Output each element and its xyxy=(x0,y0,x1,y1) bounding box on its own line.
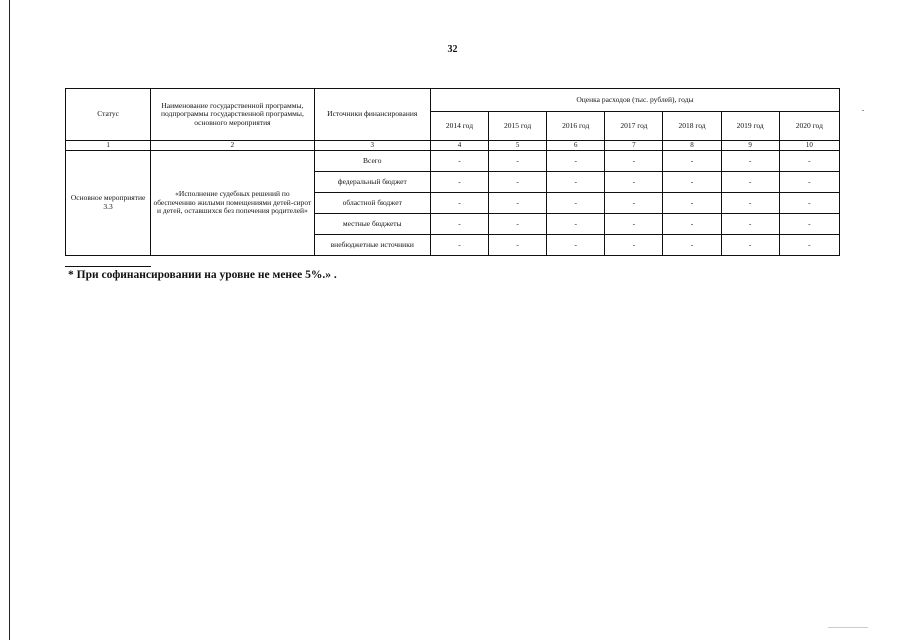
scan-margin-line xyxy=(9,0,10,640)
value-cell: - xyxy=(721,214,779,235)
table-row xyxy=(66,151,840,172)
value-cell: - xyxy=(430,172,488,193)
source-cell: областной бюджет xyxy=(314,193,430,214)
value-cell: - xyxy=(721,235,779,256)
header-sources: Источники финансирования xyxy=(314,89,430,141)
value-cell: - xyxy=(430,193,488,214)
value-cell: - xyxy=(663,151,721,172)
column-number: 10 xyxy=(779,141,839,151)
value-cell: - xyxy=(605,193,663,214)
value-cell: - xyxy=(547,193,605,214)
value-cell: - xyxy=(779,151,839,172)
value-cell: - xyxy=(547,172,605,193)
header-year: 2017 год xyxy=(605,112,663,141)
value-cell: - xyxy=(721,172,779,193)
header-year: 2015 год xyxy=(489,112,547,141)
header-estimate: Оценка расходов (тыс. рублей), годы xyxy=(430,89,839,112)
source-cell: федеральный бюджет xyxy=(314,172,430,193)
value-cell: - xyxy=(547,214,605,235)
value-cell: - xyxy=(489,151,547,172)
column-number: 6 xyxy=(547,141,605,151)
value-cell: - xyxy=(721,151,779,172)
value-cell: - xyxy=(779,214,839,235)
source-cell: местные бюджеты xyxy=(314,214,430,235)
value-cell: - xyxy=(721,193,779,214)
header-year: 2018 год xyxy=(663,112,721,141)
value-cell: - xyxy=(430,151,488,172)
column-number: 4 xyxy=(430,141,488,151)
value-cell: - xyxy=(547,151,605,172)
column-number: 2 xyxy=(151,141,314,151)
header-year: 2016 год xyxy=(547,112,605,141)
value-cell: - xyxy=(489,235,547,256)
footnote: * При софинансировании на уровне не менее 5%.» . xyxy=(68,269,337,281)
header-year: 2014 год xyxy=(430,112,488,141)
value-cell: - xyxy=(663,214,721,235)
column-number: 1 xyxy=(66,141,151,151)
value-cell: - xyxy=(605,235,663,256)
value-cell: - xyxy=(605,172,663,193)
column-number: 8 xyxy=(663,141,721,151)
status-cell: Основное мероприятие 3.3 xyxy=(66,151,151,256)
value-cell: - xyxy=(605,151,663,172)
column-number: 9 xyxy=(721,141,779,151)
value-cell: - xyxy=(663,235,721,256)
value-cell: - xyxy=(779,235,839,256)
value-cell: - xyxy=(489,193,547,214)
column-number: 5 xyxy=(489,141,547,151)
source-cell: внебюджетные источники xyxy=(314,235,430,256)
value-cell: - xyxy=(779,193,839,214)
header-name: Наименование государственной программы, подпрограммы государственной программы, основного мероприятия xyxy=(151,89,314,141)
value-cell: - xyxy=(489,172,547,193)
measure-name-cell: «Исполнение судебных решений по обеспечению жилыми помещениями детей-сирот и детей, оставшихся без попечения родителей» xyxy=(151,151,314,256)
value-cell: - xyxy=(430,214,488,235)
page-number: 32 xyxy=(447,44,458,55)
column-number: 3 xyxy=(314,141,430,151)
budget-table xyxy=(65,88,840,256)
header-year: 2020 год xyxy=(779,112,839,141)
value-cell: - xyxy=(779,172,839,193)
header-row xyxy=(66,89,840,112)
value-cell: - xyxy=(489,214,547,235)
scan-speck xyxy=(828,627,868,628)
footnote-rule xyxy=(65,266,151,267)
column-number: 7 xyxy=(605,141,663,151)
value-cell: - xyxy=(547,235,605,256)
value-cell: - xyxy=(605,214,663,235)
column-number-row xyxy=(66,141,840,151)
header-status: Статус xyxy=(66,89,151,141)
source-cell: Всего xyxy=(314,151,430,172)
scan-speck xyxy=(862,110,864,111)
value-cell: - xyxy=(663,193,721,214)
header-year: 2019 год xyxy=(721,112,779,141)
value-cell: - xyxy=(430,235,488,256)
value-cell: - xyxy=(663,172,721,193)
